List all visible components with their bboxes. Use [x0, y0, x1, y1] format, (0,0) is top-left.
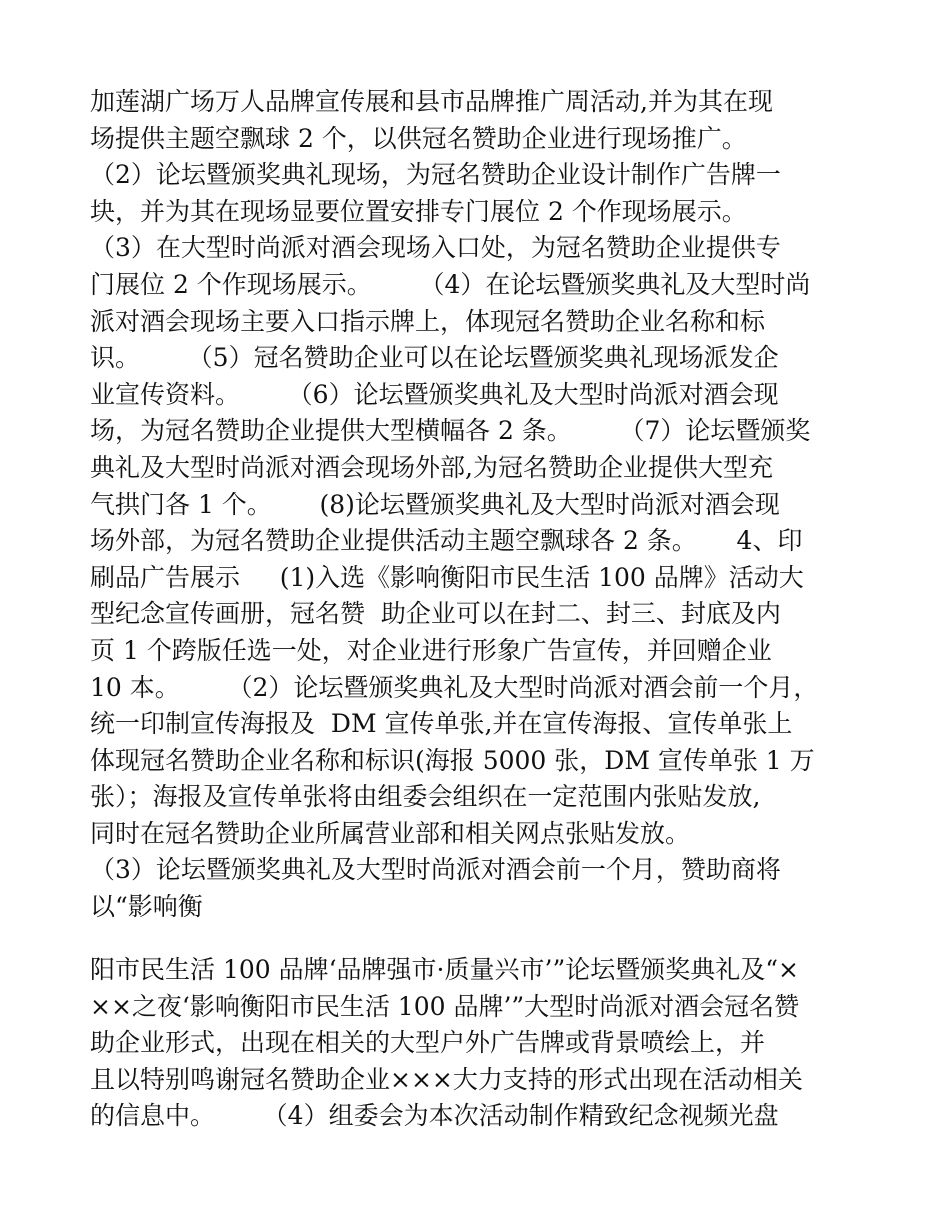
- text-line: 派对酒会现场主要入口指示牌上，体现冠名赞助企业名称和标: [90, 306, 766, 336]
- text-line: 刷品广告展示 (1)入选《影响衡阳市民生活 100 品牌》活动大: [90, 562, 804, 592]
- text-line: 加莲湖广场万人品牌宣传展和县市品牌推广周活动,并为其在现: [90, 87, 773, 116]
- text-line: 以“影响衡: [90, 892, 203, 922]
- text-line: 且以特别鸣谢冠名赞助企业×××大力支持的形式出现在活动相关: [90, 1064, 803, 1094]
- text-line: 助企业形式，出现在相关的大型户外广告牌或背景喷绘上，并: [90, 1028, 766, 1058]
- text-line: 阳市民生活 100 品牌‘品牌强市·质量兴市’”论坛暨颁奖典礼及“×: [90, 955, 799, 984]
- text-line: （3）论坛暨颁奖典礼及大型时尚派对酒会前一个月，赞助商将: [90, 855, 781, 885]
- text-line: 的信息中。 （4）组委会为本次活动制作精致纪念视频光盘: [90, 1101, 779, 1131]
- text-line: 型纪念宣传画册，冠名赞 助企业可以在封二、封三、封底及内: [90, 599, 781, 629]
- text-line: 同时在冠名赞助企业所属营业部和相关网点张贴发放。: [90, 818, 691, 848]
- text-line: 业宣传资料。 （6）论坛暨颁奖典礼及大型时尚派对酒会现: [90, 379, 779, 409]
- text-line: 页 1 个跨版任选一处，对企业进行形象广告宣传，并回赠企业: [90, 635, 772, 665]
- text-line: 统一印制宣传海报及 DM 宣传单张,并在宣传海报、宣传单张上: [90, 709, 793, 739]
- text-line: 气拱门各 1 个。 (8)论坛暨颁奖典礼及大型时尚派对酒会现: [90, 489, 780, 519]
- text-line: 场，为冠名赞助企业提供大型横幅各 2 条。 （7）论坛暨颁奖: [90, 416, 811, 446]
- text-line: （3）在大型时尚派对酒会现场入口处，为冠名赞助企业提供专: [90, 233, 781, 263]
- text-line: ××之夜‘影响衡阳市民生活 100 品牌’”大型时尚派对酒会冠名赞: [90, 991, 800, 1021]
- text-line: 识。 （5）冠名赞助企业可以在论坛暨颁奖典礼现场派发企: [90, 343, 779, 373]
- text-line: 块，并为其在现场显要位置安排专门展位 2 个作现场展示。: [90, 196, 747, 226]
- text-line: 张）；海报及宣传单张将由组委会组织在一定范围内张贴发放,: [90, 782, 761, 812]
- document-body-lower: [90, 952, 865, 1135]
- text-line: 场提供主题空飘球 2 个，以供冠名赞助企业进行现场推广。: [90, 123, 747, 153]
- text-line: 场外部，为冠名赞助企业提供活动主题空飘球各 2 条。 4、印: [90, 526, 803, 556]
- text-line: 门展位 2 个作现场展示。 （4）在论坛暨颁奖典礼及大型时尚: [90, 269, 811, 299]
- text-line: （2）论坛暨颁奖典礼现场，为冠名赞助企业设计制作广告牌一: [90, 160, 781, 190]
- document-body-upper: [90, 84, 865, 926]
- text-line: 典礼及大型时尚派对酒会现场外部,为冠名赞助企业提供大型充: [90, 452, 773, 482]
- text-line: 体现冠名赞助企业名称和标识(海报 5000 张，DM 宣传单张 1 万: [90, 745, 815, 775]
- text-line: 10 本。 （2）论坛暨颁奖典礼及大型时尚派对酒会前一个月，: [90, 672, 819, 702]
